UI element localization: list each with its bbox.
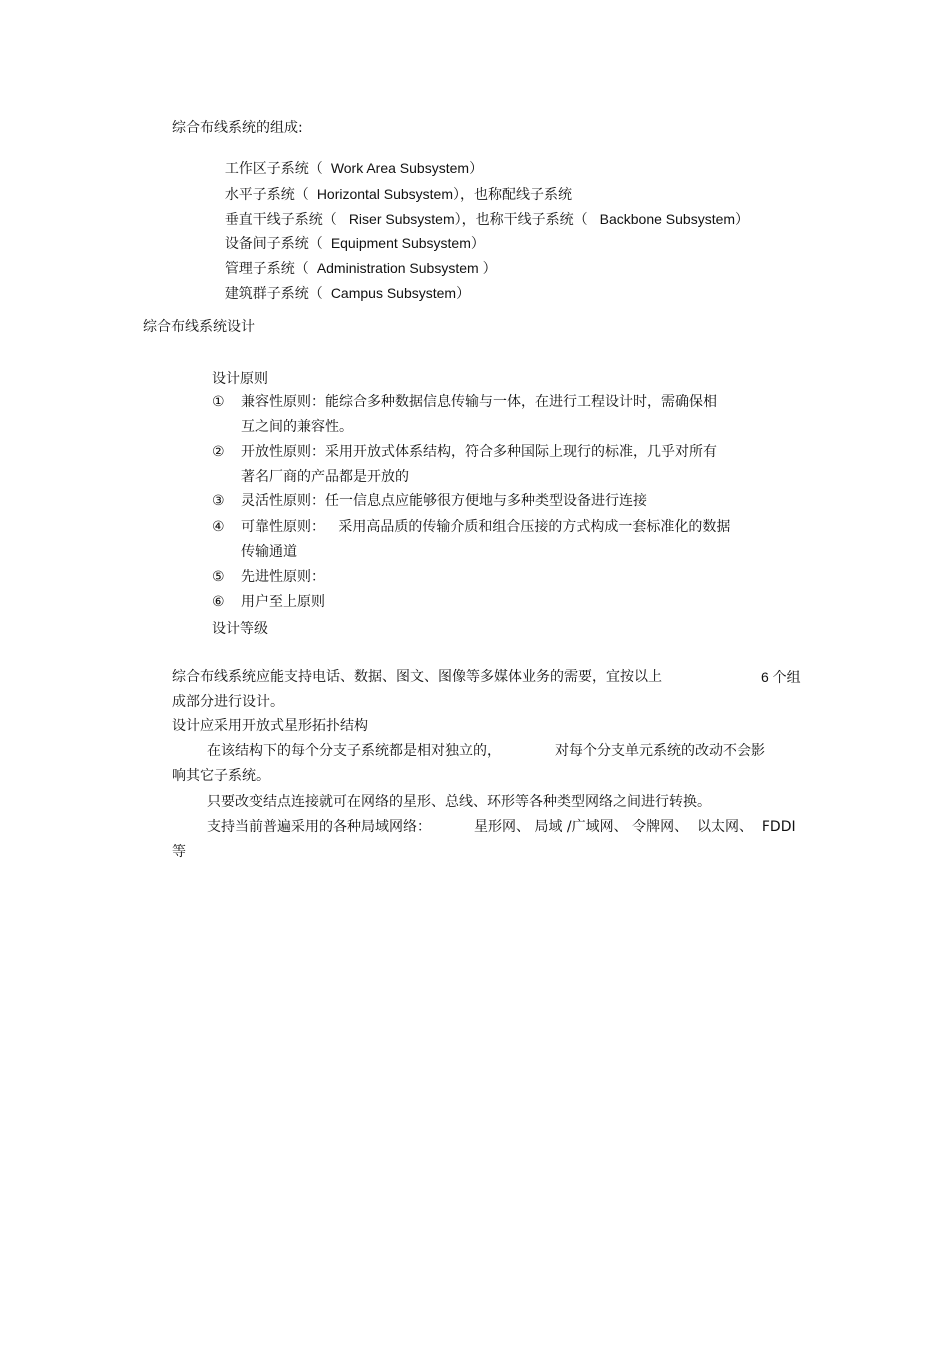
subsystem-cn: 工作区子系统（	[224, 161, 323, 177]
subsystem-en: Work Area Subsystem	[330, 160, 470, 176]
principles-heading: 设计原则	[212, 371, 268, 387]
paragraph-independent-branches: 在该结构下的每个分支子系统都是相对独立的，	[207, 743, 501, 759]
levels-heading: 设计等级	[212, 621, 268, 637]
principle-text: 开放性原则：采用开放式体系结构，符合多种国际上现行的标准，几乎对所有	[241, 444, 717, 460]
paragraph-star-topology: 设计应采用开放式星形拓扑结构	[172, 718, 368, 734]
subsystem-cn: 建筑群子系统（	[224, 286, 323, 302]
principle-text-cont: 著名厂商的产品都是开放的	[241, 469, 409, 485]
paragraph-multimedia-support: 综合布线系统应能支持电话、数据、图文、图像等多媒体业务的需要，宜按以上	[172, 669, 662, 685]
paragraph-independent-branches-cont: 响其它子系统。	[172, 768, 270, 784]
subsystem-tail: ）	[456, 286, 471, 302]
paragraph-lan-support: 支持当前普遍采用的各种局域网络：	[207, 819, 431, 835]
subsystem-cn: 水平子系统（	[224, 187, 309, 203]
principle-number: ③	[212, 493, 225, 509]
subsystem-tail: ）	[482, 261, 497, 277]
principle-number: ①	[212, 394, 225, 410]
principle-number: ④	[212, 519, 225, 535]
principle-number: ⑤	[212, 569, 225, 585]
subsystem-cn: 垂直干线子系统（	[224, 212, 337, 228]
paragraph-independent-branches-b: 对每个分支单元系统的改动不会影	[555, 743, 765, 759]
principle-number: ⑥	[212, 594, 225, 610]
subsystem-cn: 设备间子系统（	[224, 236, 323, 252]
principle-text-cont: 传输通道	[241, 544, 297, 560]
subsystem-tail: ），也称配线子系统	[452, 187, 572, 203]
principle-text: 灵活性原则：任一信息点应能够很方便地与多种类型设备进行连接	[241, 493, 647, 509]
principle-text: 兼容性原则：能综合多种数据信息传输与一体，在进行工程设计时，需确保相	[241, 394, 717, 410]
paragraph-multimedia-support-num: 6 个组	[761, 669, 801, 685]
paragraph-lan-support-cont: 等	[172, 844, 186, 860]
paragraph-multimedia-support-cont: 成部分进行设计。	[172, 694, 284, 710]
subsystem-cn: 管理子系统（	[224, 261, 309, 277]
principle-text: 先进性原则：	[241, 569, 325, 585]
paragraph-network-conversion: 只要改变结点连接就可在网络的星形、总线、环形等各种类型网络之间进行转换。	[207, 794, 711, 810]
subsystem-item-campus	[207, 272, 470, 315]
subsystem-tail: ）	[470, 236, 485, 252]
principle-text-cont: 互之间的兼容性。	[241, 419, 353, 435]
paragraph-lan-support-list: 星形网、 局域 /广域网、 令牌网、 以太网、 FDDI	[474, 819, 796, 835]
subsystem-en: Riser Subsystem	[348, 211, 455, 227]
subsystem-en: Horizontal Subsystem	[316, 186, 453, 202]
subsystem-en: Administration Subsystem	[316, 260, 479, 276]
principle-number: ②	[212, 444, 225, 460]
subsystem-tail: ）	[469, 161, 484, 177]
composition-heading: 综合布线系统的组成:	[172, 120, 303, 136]
subsystem-en: Campus Subsystem	[330, 285, 457, 301]
subsystem-en: Equipment Subsystem	[330, 235, 471, 251]
design-title: 综合布线系统设计	[143, 319, 255, 335]
principle-text: 可靠性原则： 采用高品质的传输介质和组合压接的方式构成一套标准化的数据	[241, 519, 731, 535]
subsystem-en-2: Backbone Subsystem	[599, 211, 736, 227]
subsystem-tail: ），也称干线子系统（	[454, 212, 588, 228]
principle-text: 用户至上原则	[241, 594, 325, 610]
subsystem-tail-2: ）	[735, 212, 750, 228]
